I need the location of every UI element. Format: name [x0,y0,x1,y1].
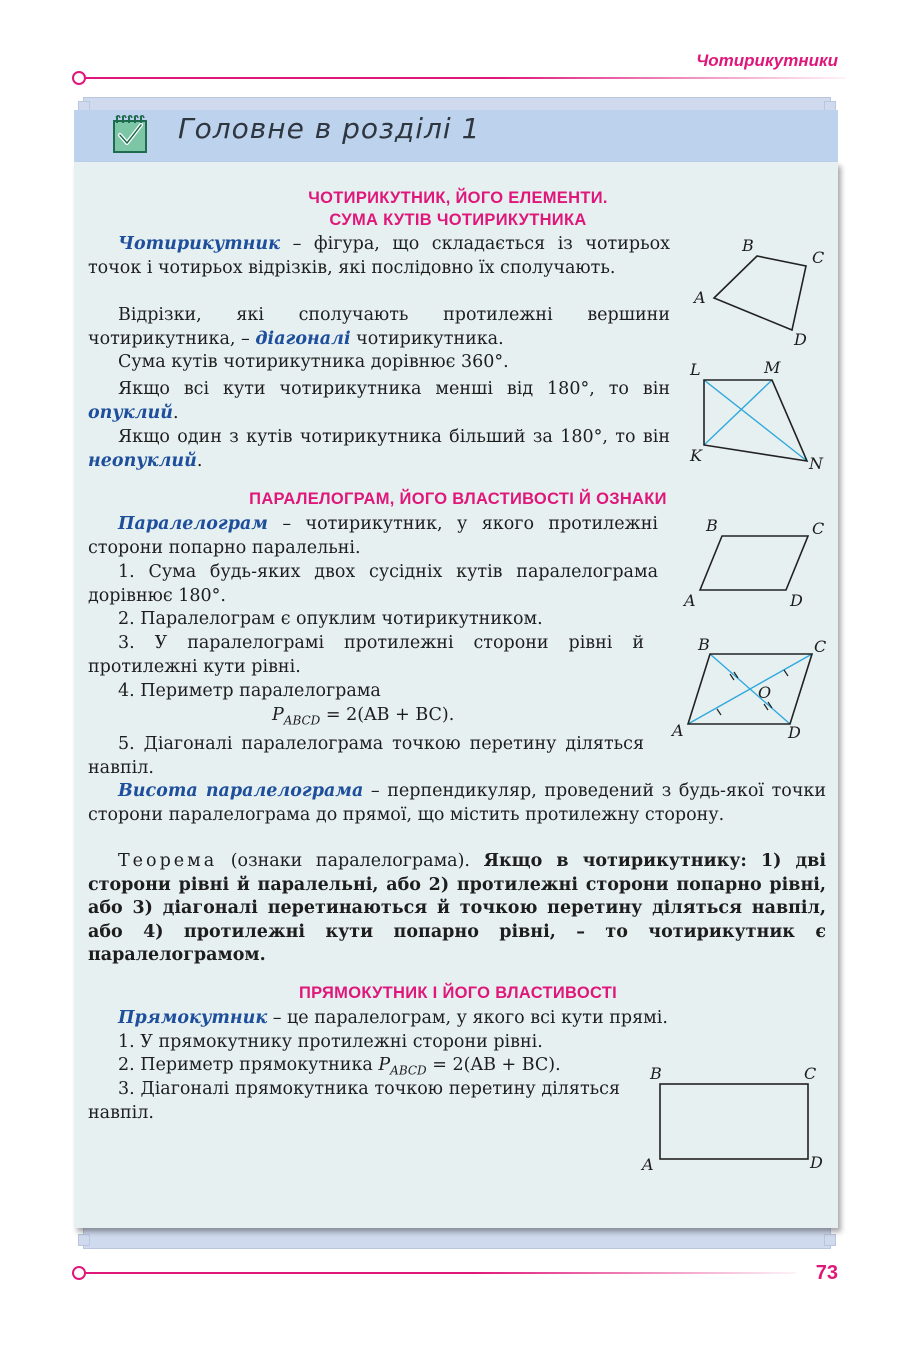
parallelogram-definition [88,513,658,560]
term-height: Висота паралелограма [118,781,364,801]
header-rule [76,77,846,79]
term-rectangle: Прямокутник [118,1008,268,1028]
footer-rule-dot [72,1266,86,1280]
rectangle-definition [88,1007,826,1031]
label-c: C [814,637,827,656]
figure-parallelogram-diagonals [666,632,832,742]
text: 2. Периметр прямокутника [118,1055,379,1075]
nonconvex-rule [88,426,670,473]
text: Відрізки, які сполучають протилежні вершини чотирикутника, – [88,305,670,349]
label-o: O [758,683,772,702]
term-diagonals: діагоналі [255,328,351,349]
definition-text: – фігура, що складається із чотирьох точок і чотирьох відрізків, які послідовно їх сполучають. [88,234,670,278]
label-b: B [650,1064,662,1083]
term-quadrilateral: Чотирикутник [118,234,281,254]
frame-corner [78,1234,90,1246]
label-d: D [810,1153,823,1172]
footer-rule [76,1272,796,1274]
figure-quadrilateral-abcd [682,232,832,352]
quadrilateral-definition [88,233,670,280]
theorem-note: (ознаки паралелограма). [217,851,484,871]
figure-parallelogram [680,514,830,614]
parallelogram-property-4: 4. Периметр паралелограма [118,681,381,701]
label-k: K [690,446,702,465]
formula-subscript: ABCD [390,1063,427,1078]
figure-quadrilateral-lmnk [682,355,832,480]
formula-rest: = 2(AB + BC). [320,705,455,725]
rectangle-property-1: 1. У прямокутнику протилежні сторони рівні. [118,1032,543,1052]
formula-p: P [378,1055,391,1075]
label-a: A [672,721,684,740]
label-a: A [684,591,696,610]
section-heading-quadrilateral [88,187,828,231]
parallelogram-property-1: 1. Сума будь-яких двох сусідніх кутів паралелограма дорівнює 180°. [88,562,658,606]
text: . [196,450,203,471]
formula-rest: = 2(AB + BC). [426,1055,561,1075]
heading-line: ЧОТИРИКУТНИК, ЙОГО ЕЛЕМЕНТИ. [308,189,608,207]
panel-title: Головне в розділі 1 [178,112,481,145]
section-heading-parallelogram: ПАРАЛЕЛОГРАМ, ЙОГО ВЛАСТИВОСТІ Й ОЗНАКИ [249,490,667,508]
parallelogram-perimeter-formula [272,704,454,733]
text: Якщо один з кутів чотирикутника більший за 180°, то він [118,427,670,447]
definition-text: – чотирикутник, у якого протилежні сторони попарно паралельні. [88,514,658,558]
definition-text: – перпендикуляр, проведений з будь-якої точки сторони паралелограма до прямої, що містить протилежну сторону. [88,781,826,825]
formula-p: P [272,705,284,725]
theorem-statement: Якщо в чотирикутнику: 1) дві сторони рівні й паралельні, або 2) протилежні сторони попарно рівні, або 3) діагоналі перетинаються й точкою перетину діляться навпіл, або 4) протилежні кути попарно рівні, – то чотирикутник є паралелограмом. [88,851,826,965]
section-heading-rectangle: ПРЯМОКУТНИК І ЙОГО ВЛАСТИВОСТІ [298,984,618,1002]
frame-corner [824,1234,836,1246]
text: чотирикутника. [350,328,504,349]
text: . [172,402,179,423]
rectangle-property-3: 3. Діагоналі прямокутника точкою перетину діляться навпіл. [88,1079,620,1123]
heading-line: СУМА КУТІВ ЧОТИРИКУТНИКА [329,211,587,229]
label-b: B [698,635,710,654]
label-a: A [694,288,706,307]
label-n: N [809,454,823,473]
convex-rule [88,378,670,425]
text: Якщо всі кути чотирикутника менші від 180°, то він [118,379,670,399]
label-d: D [794,330,807,349]
term-parallelogram: Паралелограм [118,514,268,534]
term-convex: опуклий [88,402,173,423]
checklist-icon [112,114,148,154]
term-nonconvex: неопуклий [88,450,197,471]
figure-rectangle [640,1062,830,1180]
parallelogram-theorem [88,850,826,968]
header-rule-dot [72,71,86,85]
theorem-word: Теорема [118,851,218,871]
label-b: B [742,236,754,255]
label-c: C [804,1064,817,1083]
parallelogram-property-5: 5. Діагоналі паралелограма точкою перетину діляться навпіл. [88,734,644,778]
parallelogram-property-2: 2. Паралелограм є опуклим чотирикутником. [118,609,543,629]
label-c: C [812,519,825,538]
label-l: L [690,360,701,379]
definition-text: – це паралелограм, у якого всі кути прямі. [267,1008,668,1028]
label-d: D [788,723,801,742]
label-m: M [764,358,781,377]
height-definition [88,780,826,827]
label-c: C [812,248,825,267]
label-b: B [706,516,718,535]
running-header: Чотирикутники [696,51,838,70]
diagonals-definition [88,304,670,351]
page-number: 73 [815,1262,838,1284]
formula-subscript: ABCD [283,713,321,728]
angle-sum: Сума кутів чотирикутника дорівнює 360°. [118,352,509,372]
label-d: D [790,591,803,610]
parallelogram-property-3: 3. У паралелограмі протилежні сторони рівні й протилежні кути рівні. [88,633,644,677]
label-a: A [642,1155,654,1174]
